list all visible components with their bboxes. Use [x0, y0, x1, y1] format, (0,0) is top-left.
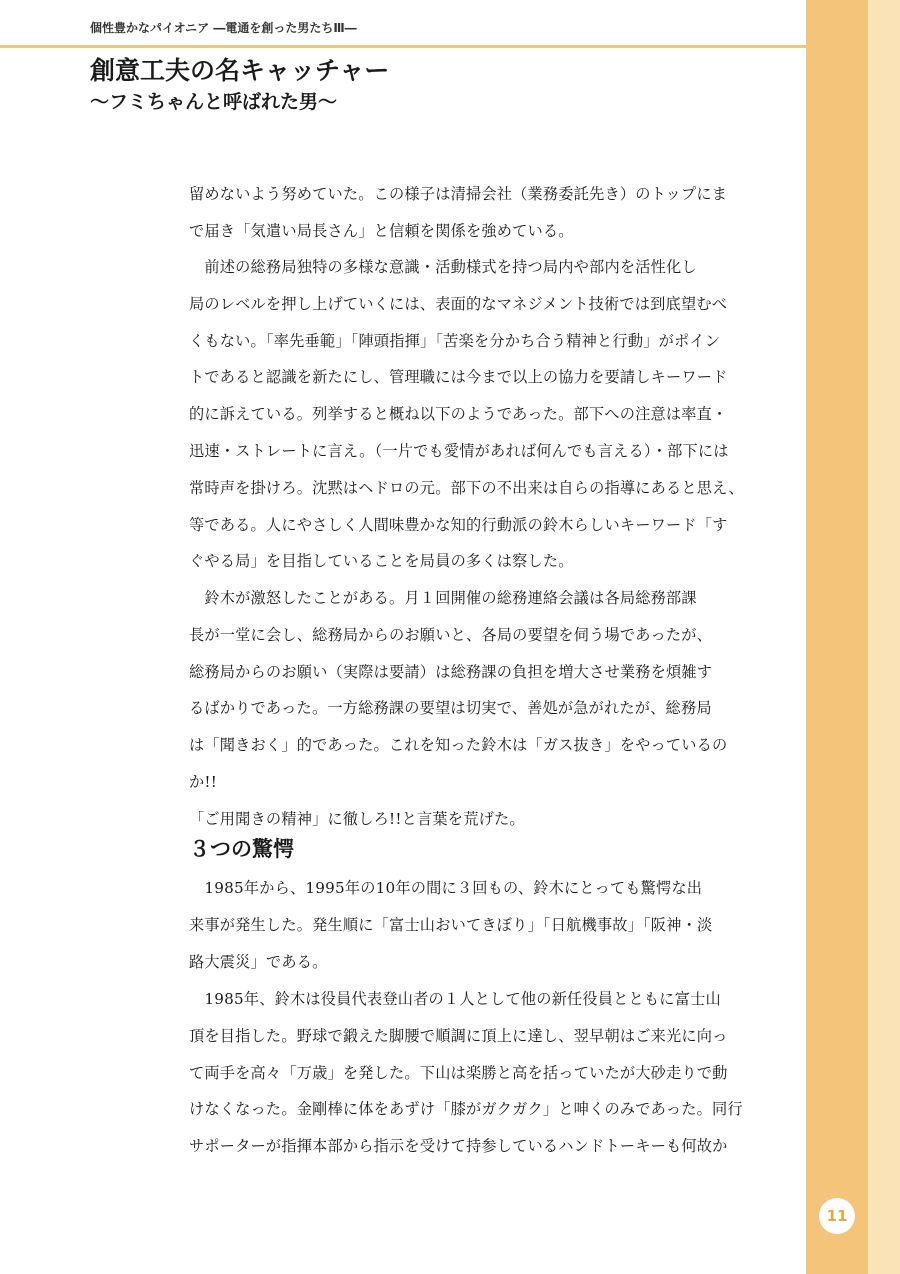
- body-paragraph-3: 鈴木が激怒したことがある。月１回開催の総務連絡会議は各局総務部課 長が一堂に会し、総務局からのお願いと、各局の要望を伺う場であったが、 総務局からのお願い（実際は要請）は総務課の負担を増大させ業務を煩雑す るばかりであった。一方総務課の要望は切実で、善処が急がれたが、総務局 は「聞きおく」的であった。これを知った鈴木は「ガス抜き」をやっているのか!! 「ご用聞きの精神」に徹しろ!!と言葉を荒げた。: [189, 589, 728, 828]
- page-number-badge: [819, 1198, 855, 1234]
- side-color-band-inner: [868, 0, 900, 1274]
- header-rule: [0, 45, 806, 48]
- body-paragraph-1: 留めないよう努めていた。この様子は清掃会社（業務委託先き）のトップにま で届き「気遣い局長さん」と信頼を関係を強めている。: [189, 185, 728, 240]
- body-paragraph-5: 1985年、鈴木は役員代表登山者の１人として他の新任役員とともに富士山 頂を目指した。野球で鍛えた脚腰で順調に頂上に達し、翌早朝はご来光に向っ て両手を高々「万歳」を発した。下山は楽勝と高を括っていたが大砂走りで動 けなくなった。金剛棒に体をあずけ「膝がガクガク」と呻くのみであった。同行 サポーターが指揮本部から指示を受けて持参しているハンドトーキーも何故か: [189, 990, 743, 1156]
- article-title: 創意工夫の名キャッチャー: [90, 56, 390, 85]
- section-heading: ３つの驚愕: [189, 836, 294, 861]
- article-subtitle: 〜フミちゃんと呼ばれた男〜: [90, 91, 338, 113]
- body-paragraph-2: 前述の総務局独特の多様な意識・活動様式を持つ局内や部内を活性化し 局のレベルを押し上げていくには、表面的なマネジメント技術では到底望むべ くもない。「率先垂範」「陣頭指揮」「苦楽を分かち合う精神と行動」がポイン トであると認識を新たにし、管理職には今まで以上の協力を要請しキーワード 的に訴えている。列挙すると概ね以下のようであった。部下への注意は率直・ 迅速・ストレートに言え。（一片でも愛情があれば何んでも言える）・部下には 常時声を掛けろ。沈黙はヘドロの元。部下の不出来は自らの指導にあると思え、 等である。人にやさしく人間味豊かな知的行動派の鈴木らしいキーワード「す ぐやる局」を目指していることを局員の多くは察した。: [189, 258, 744, 571]
- body-paragraph-4: 1985年から、1995年の10年の間に３回もの、鈴木にとっても驚愕な出 来事が発生した。発生順に「富士山おいてきぼり」「日航機事故」「阪神・淡 路大震災」である。: [189, 879, 713, 971]
- running-head: 個性豊かなパイオニア ―電通を創った男たちⅢ―: [90, 21, 357, 35]
- page-number: 11: [826, 1207, 848, 1225]
